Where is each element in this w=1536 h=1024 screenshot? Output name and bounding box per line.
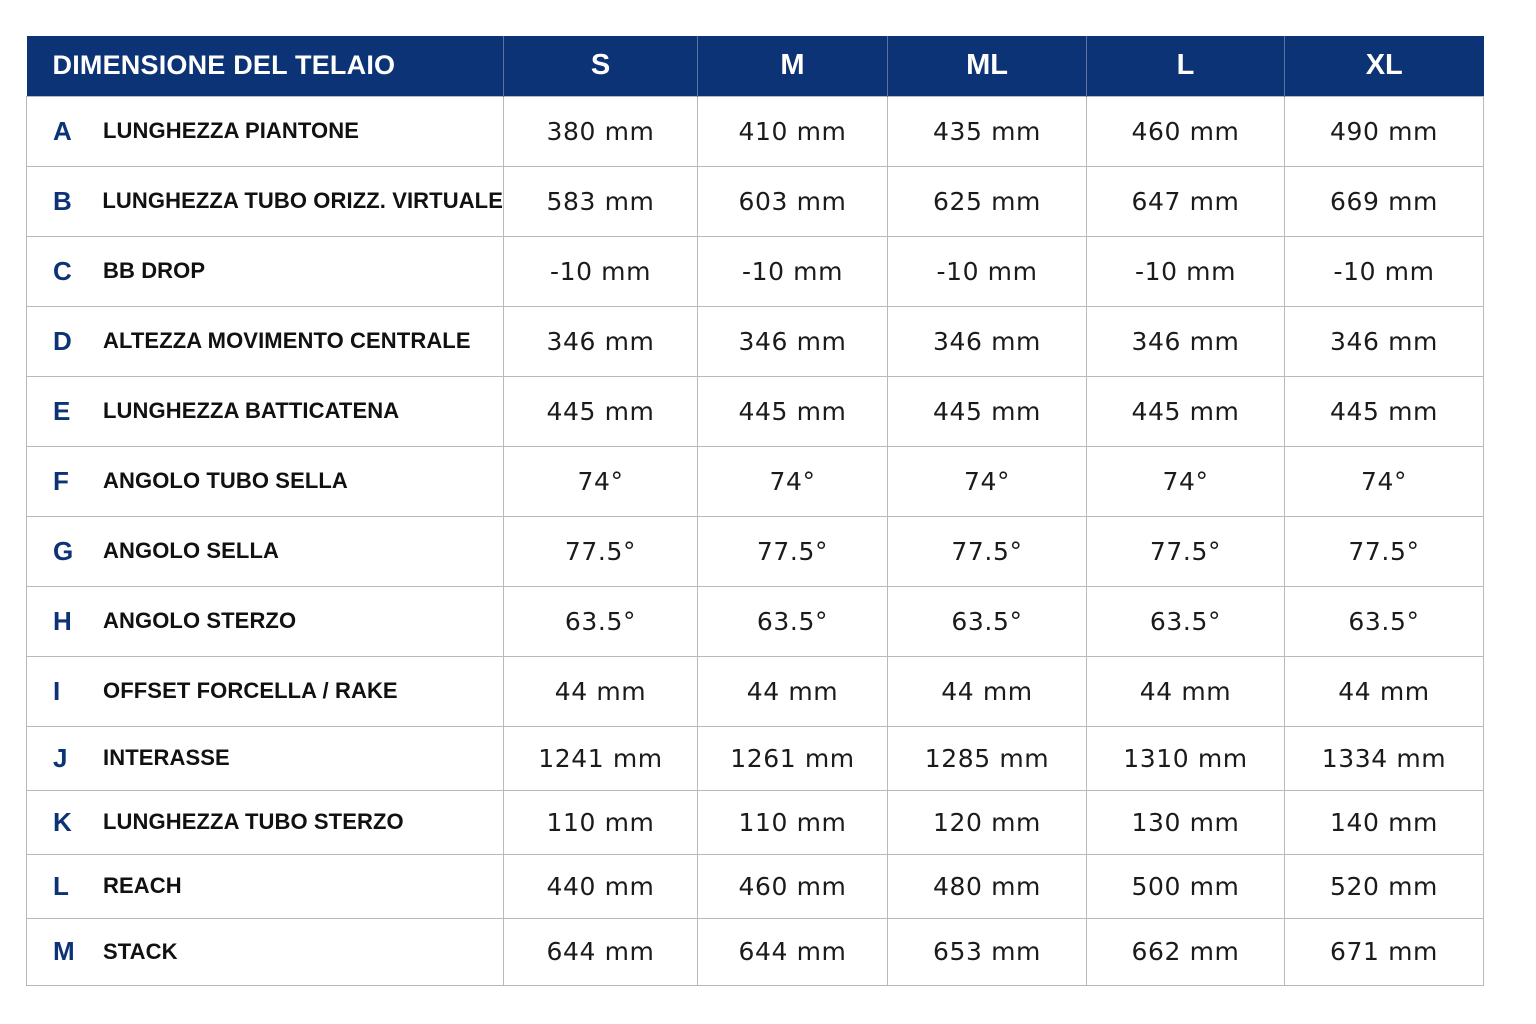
- value-cell-xl: 63.5°: [1285, 586, 1484, 656]
- row-label: [27, 871, 503, 902]
- row-letter: A: [53, 115, 72, 146]
- table-body: [27, 96, 1484, 985]
- table-row: [27, 516, 1484, 586]
- value-cell-xl: 140 mm: [1285, 790, 1484, 854]
- value-cell-m: 410 mm: [698, 96, 888, 166]
- value-cell-xl: 44 mm: [1285, 656, 1484, 726]
- table-row: [27, 236, 1484, 306]
- row-measure-name: BB DROP: [103, 258, 206, 283]
- row-measure-name: LUNGHEZZA PIANTONE: [103, 118, 360, 143]
- value-cell-m: 44 mm: [698, 656, 888, 726]
- value-cell-ml: 63.5°: [888, 586, 1087, 656]
- row-measure-name: INTERASSE: [103, 745, 230, 770]
- value-cell-m: 63.5°: [698, 586, 888, 656]
- value-cell-m: 460 mm: [698, 854, 888, 918]
- row-label: [27, 466, 503, 497]
- value-cell-l: 500 mm: [1087, 854, 1285, 918]
- value-cell-ml: -10 mm: [888, 236, 1087, 306]
- value-cell-l: 647 mm: [1087, 166, 1285, 236]
- row-measure-name: ALTEZZA MOVIMENTO CENTRALE: [103, 328, 471, 353]
- value-cell-s: 74°: [504, 446, 698, 516]
- row-label: [27, 807, 503, 838]
- row-letter: H: [53, 605, 72, 636]
- value-cell-ml: 1285 mm: [888, 726, 1087, 790]
- value-cell-s: 583 mm: [504, 166, 698, 236]
- row-label: [27, 606, 503, 637]
- value-cell-m: 644 mm: [698, 918, 888, 985]
- value-cell-ml: 346 mm: [888, 306, 1087, 376]
- row-measure-name: ANGOLO STERZO: [103, 608, 297, 633]
- value-cell-xl: 520 mm: [1285, 854, 1484, 918]
- value-cell-ml: 44 mm: [888, 656, 1087, 726]
- value-cell-m: 346 mm: [698, 306, 888, 376]
- value-cell-ml: 625 mm: [888, 166, 1087, 236]
- row-letter: B: [53, 185, 72, 216]
- row-measure-name: LUNGHEZZA TUBO ORIZZ. VIRTUALE: [102, 188, 503, 213]
- header-size-ml: ML: [888, 36, 1087, 96]
- value-cell-s: 380 mm: [504, 96, 698, 166]
- value-cell-l: 662 mm: [1087, 918, 1285, 985]
- value-cell-l: 460 mm: [1087, 96, 1285, 166]
- table-row: [27, 918, 1484, 985]
- table-row: [27, 306, 1484, 376]
- row-letter: I: [53, 675, 61, 706]
- table-row: [27, 854, 1484, 918]
- row-label-cell: [27, 166, 504, 236]
- value-cell-xl: 346 mm: [1285, 306, 1484, 376]
- value-cell-ml: 77.5°: [888, 516, 1087, 586]
- row-letter: C: [53, 255, 72, 286]
- table-row: [27, 376, 1484, 446]
- row-letter: K: [53, 806, 72, 837]
- value-cell-s: 110 mm: [504, 790, 698, 854]
- row-label-cell: [27, 854, 504, 918]
- row-label-cell: [27, 446, 504, 516]
- row-label-cell: [27, 96, 504, 166]
- value-cell-s: 440 mm: [504, 854, 698, 918]
- value-cell-s: 63.5°: [504, 586, 698, 656]
- value-cell-xl: 671 mm: [1285, 918, 1484, 985]
- row-label-cell: [27, 726, 504, 790]
- row-label: [27, 396, 503, 427]
- table-row: [27, 166, 1484, 236]
- value-cell-l: 44 mm: [1087, 656, 1285, 726]
- value-cell-s: 644 mm: [504, 918, 698, 985]
- row-label: [27, 936, 503, 967]
- value-cell-l: 445 mm: [1087, 376, 1285, 446]
- row-label: [27, 326, 503, 357]
- value-cell-m: 77.5°: [698, 516, 888, 586]
- row-letter: F: [53, 465, 69, 496]
- value-cell-ml: 120 mm: [888, 790, 1087, 854]
- value-cell-s: 77.5°: [504, 516, 698, 586]
- value-cell-ml: 480 mm: [888, 854, 1087, 918]
- row-measure-name: LUNGHEZZA TUBO STERZO: [103, 809, 404, 834]
- row-measure-name: STACK: [103, 938, 178, 964]
- value-cell-l: 130 mm: [1087, 790, 1285, 854]
- header-size-xl: XL: [1365, 49, 1403, 82]
- row-label-cell: [27, 236, 504, 306]
- row-label-cell: [27, 376, 504, 446]
- row-label-cell: [27, 586, 504, 656]
- table-row: [27, 96, 1484, 166]
- header-size-m: M: [698, 36, 888, 96]
- row-letter: D: [53, 325, 72, 356]
- table-row: [27, 726, 1484, 790]
- row-label-cell: [27, 306, 504, 376]
- value-cell-l: 1310 mm: [1087, 726, 1285, 790]
- value-cell-xl: 669 mm: [1285, 166, 1484, 236]
- row-label-cell: [27, 516, 504, 586]
- row-letter: G: [53, 535, 74, 566]
- value-cell-xl: 490 mm: [1285, 96, 1484, 166]
- geometry-table: [26, 36, 1484, 986]
- value-cell-m: 110 mm: [698, 790, 888, 854]
- value-cell-ml: 435 mm: [888, 96, 1087, 166]
- value-cell-l: 74°: [1087, 446, 1285, 516]
- value-cell-s: 44 mm: [504, 656, 698, 726]
- row-letter: J: [53, 742, 68, 773]
- row-label: [27, 676, 503, 707]
- row-measure-name: LUNGHEZZA BATTICATENA: [103, 398, 400, 423]
- value-cell-l: 63.5°: [1087, 586, 1285, 656]
- row-measure-name: REACH: [103, 873, 182, 898]
- table-row: [27, 790, 1484, 854]
- row-letter: E: [53, 395, 71, 426]
- value-cell-ml: 74°: [888, 446, 1087, 516]
- table-row: [27, 656, 1484, 726]
- value-cell-m: 74°: [698, 446, 888, 516]
- row-measure-name: OFFSET FORCELLA / RAKE: [103, 678, 398, 703]
- value-cell-m: 445 mm: [698, 376, 888, 446]
- value-cell-ml: 445 mm: [888, 376, 1087, 446]
- value-cell-s: 445 mm: [504, 376, 698, 446]
- value-cell-m: -10 mm: [698, 236, 888, 306]
- row-measure-name: ANGOLO SELLA: [103, 538, 279, 563]
- row-measure-name: ANGOLO TUBO SELLA: [103, 468, 348, 493]
- value-cell-xl: 1334 mm: [1285, 726, 1484, 790]
- value-cell-m: 603 mm: [698, 166, 888, 236]
- value-cell-s: -10 mm: [504, 236, 698, 306]
- header-size-s: S: [504, 36, 698, 96]
- table-row: [27, 446, 1484, 516]
- value-cell-xl: -10 mm: [1285, 236, 1484, 306]
- value-cell-m: 1261 mm: [698, 726, 888, 790]
- row-label: [27, 743, 503, 774]
- value-cell-s: 1241 mm: [504, 726, 698, 790]
- header-size-l: L: [1087, 36, 1285, 96]
- value-cell-ml: 653 mm: [888, 918, 1087, 985]
- value-cell-xl: 445 mm: [1285, 376, 1484, 446]
- row-label: [27, 536, 503, 567]
- row-letter: M: [53, 936, 75, 966]
- row-letter: L: [53, 870, 69, 901]
- value-cell-xl: 74°: [1285, 446, 1484, 516]
- table-row: [27, 586, 1484, 656]
- value-cell-l: 77.5°: [1087, 516, 1285, 586]
- value-cell-l: 346 mm: [1087, 306, 1285, 376]
- table-header: [27, 36, 1484, 96]
- value-cell-l: -10 mm: [1087, 236, 1285, 306]
- row-label: [27, 116, 503, 147]
- header-frame-size-label: DIMENSIONE DEL TELAIO: [27, 36, 504, 96]
- row-label-cell: [27, 790, 504, 854]
- row-label-cell: [27, 656, 504, 726]
- value-cell-s: 346 mm: [504, 306, 698, 376]
- row-label: [27, 256, 503, 287]
- row-label-cell: [27, 918, 504, 985]
- row-label: [27, 186, 503, 217]
- value-cell-xl: 77.5°: [1285, 516, 1484, 586]
